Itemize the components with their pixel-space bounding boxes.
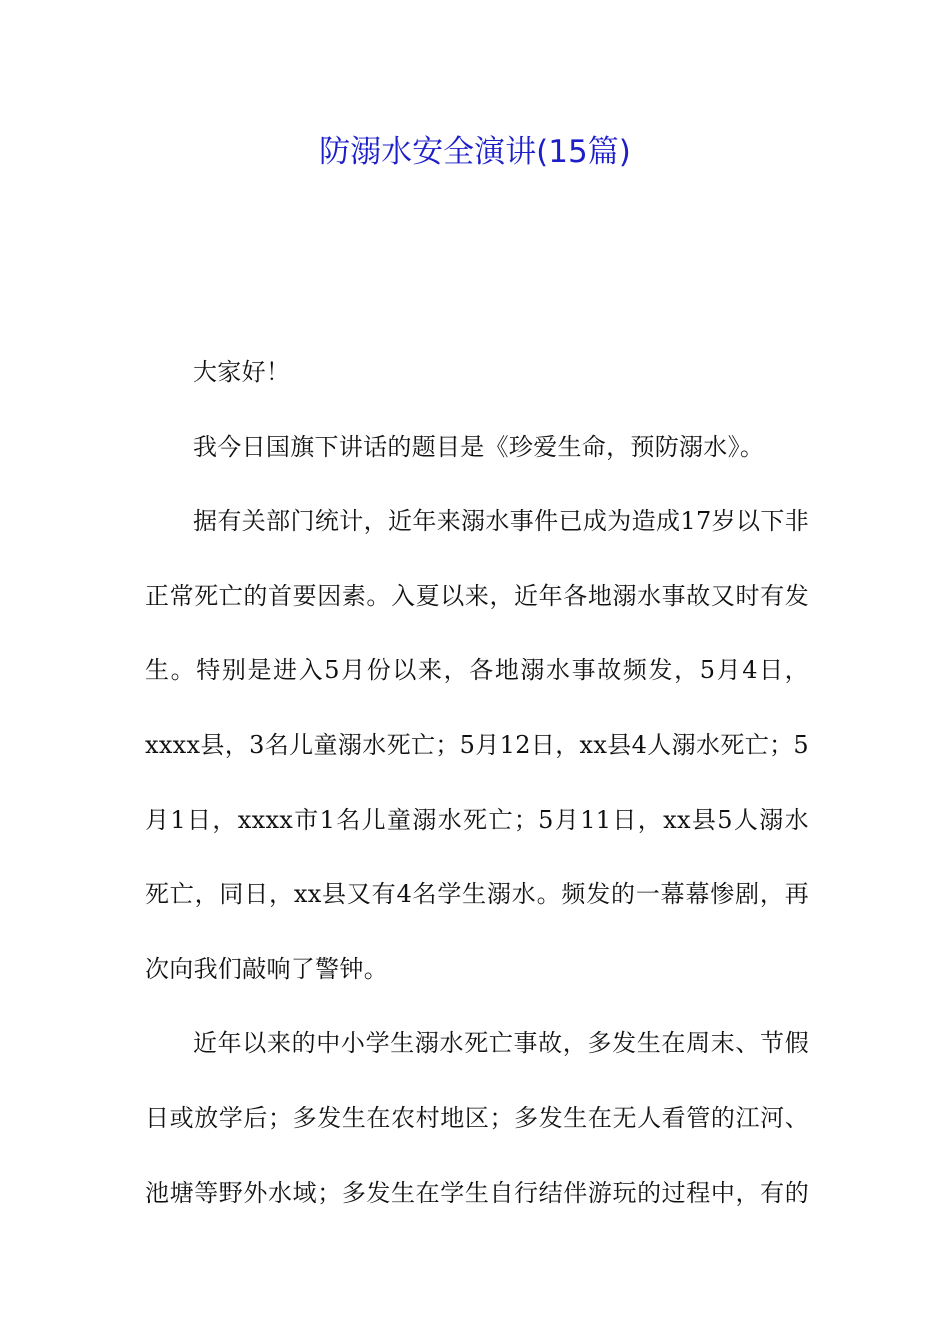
text-line: 近年以来的中小学生溺水死亡事故，多发生在周末、节假 [193, 1029, 809, 1058]
text-line: 日或放学后；多发生在农村地区；多发生在无人看管的江河、 [145, 1103, 809, 1132]
text-line: 次向我们敲响了警钟。 [145, 954, 388, 983]
text-line: 大家好！ [193, 358, 291, 386]
text-line: 月1日，xxxx市1名儿童溺水死亡；5月11日，xx县5人溺水 [145, 805, 809, 834]
text-line: 正常死亡的首要因素。入夏以来，近年各地溺水事故又时有发 [145, 581, 809, 610]
document-body [145, 335, 809, 1230]
text-line: xxxx县，3名儿童溺水死亡；5月12日，xx县4人溺水死亡；5 [145, 730, 809, 759]
text-line: 据有关部门统计，近年来溺水事件已成为造成17岁以下非 [193, 507, 809, 536]
text-line: 池塘等野外水域；多发生在学生自行结伴游玩的过程中，有的 [145, 1178, 809, 1207]
document-title: 防溺水安全演讲(15篇) [319, 134, 631, 170]
text-line: 我今日国旗下讲话的题目是《珍爱生命，预防溺水》。 [193, 432, 765, 461]
text-line: 生。特别是进入5月份以来，各地溺水事故频发，5月4日， [145, 656, 809, 685]
text-line: 死亡，同日，xx县又有4名学生溺水。频发的一幕幕惨剧，再 [145, 880, 809, 909]
